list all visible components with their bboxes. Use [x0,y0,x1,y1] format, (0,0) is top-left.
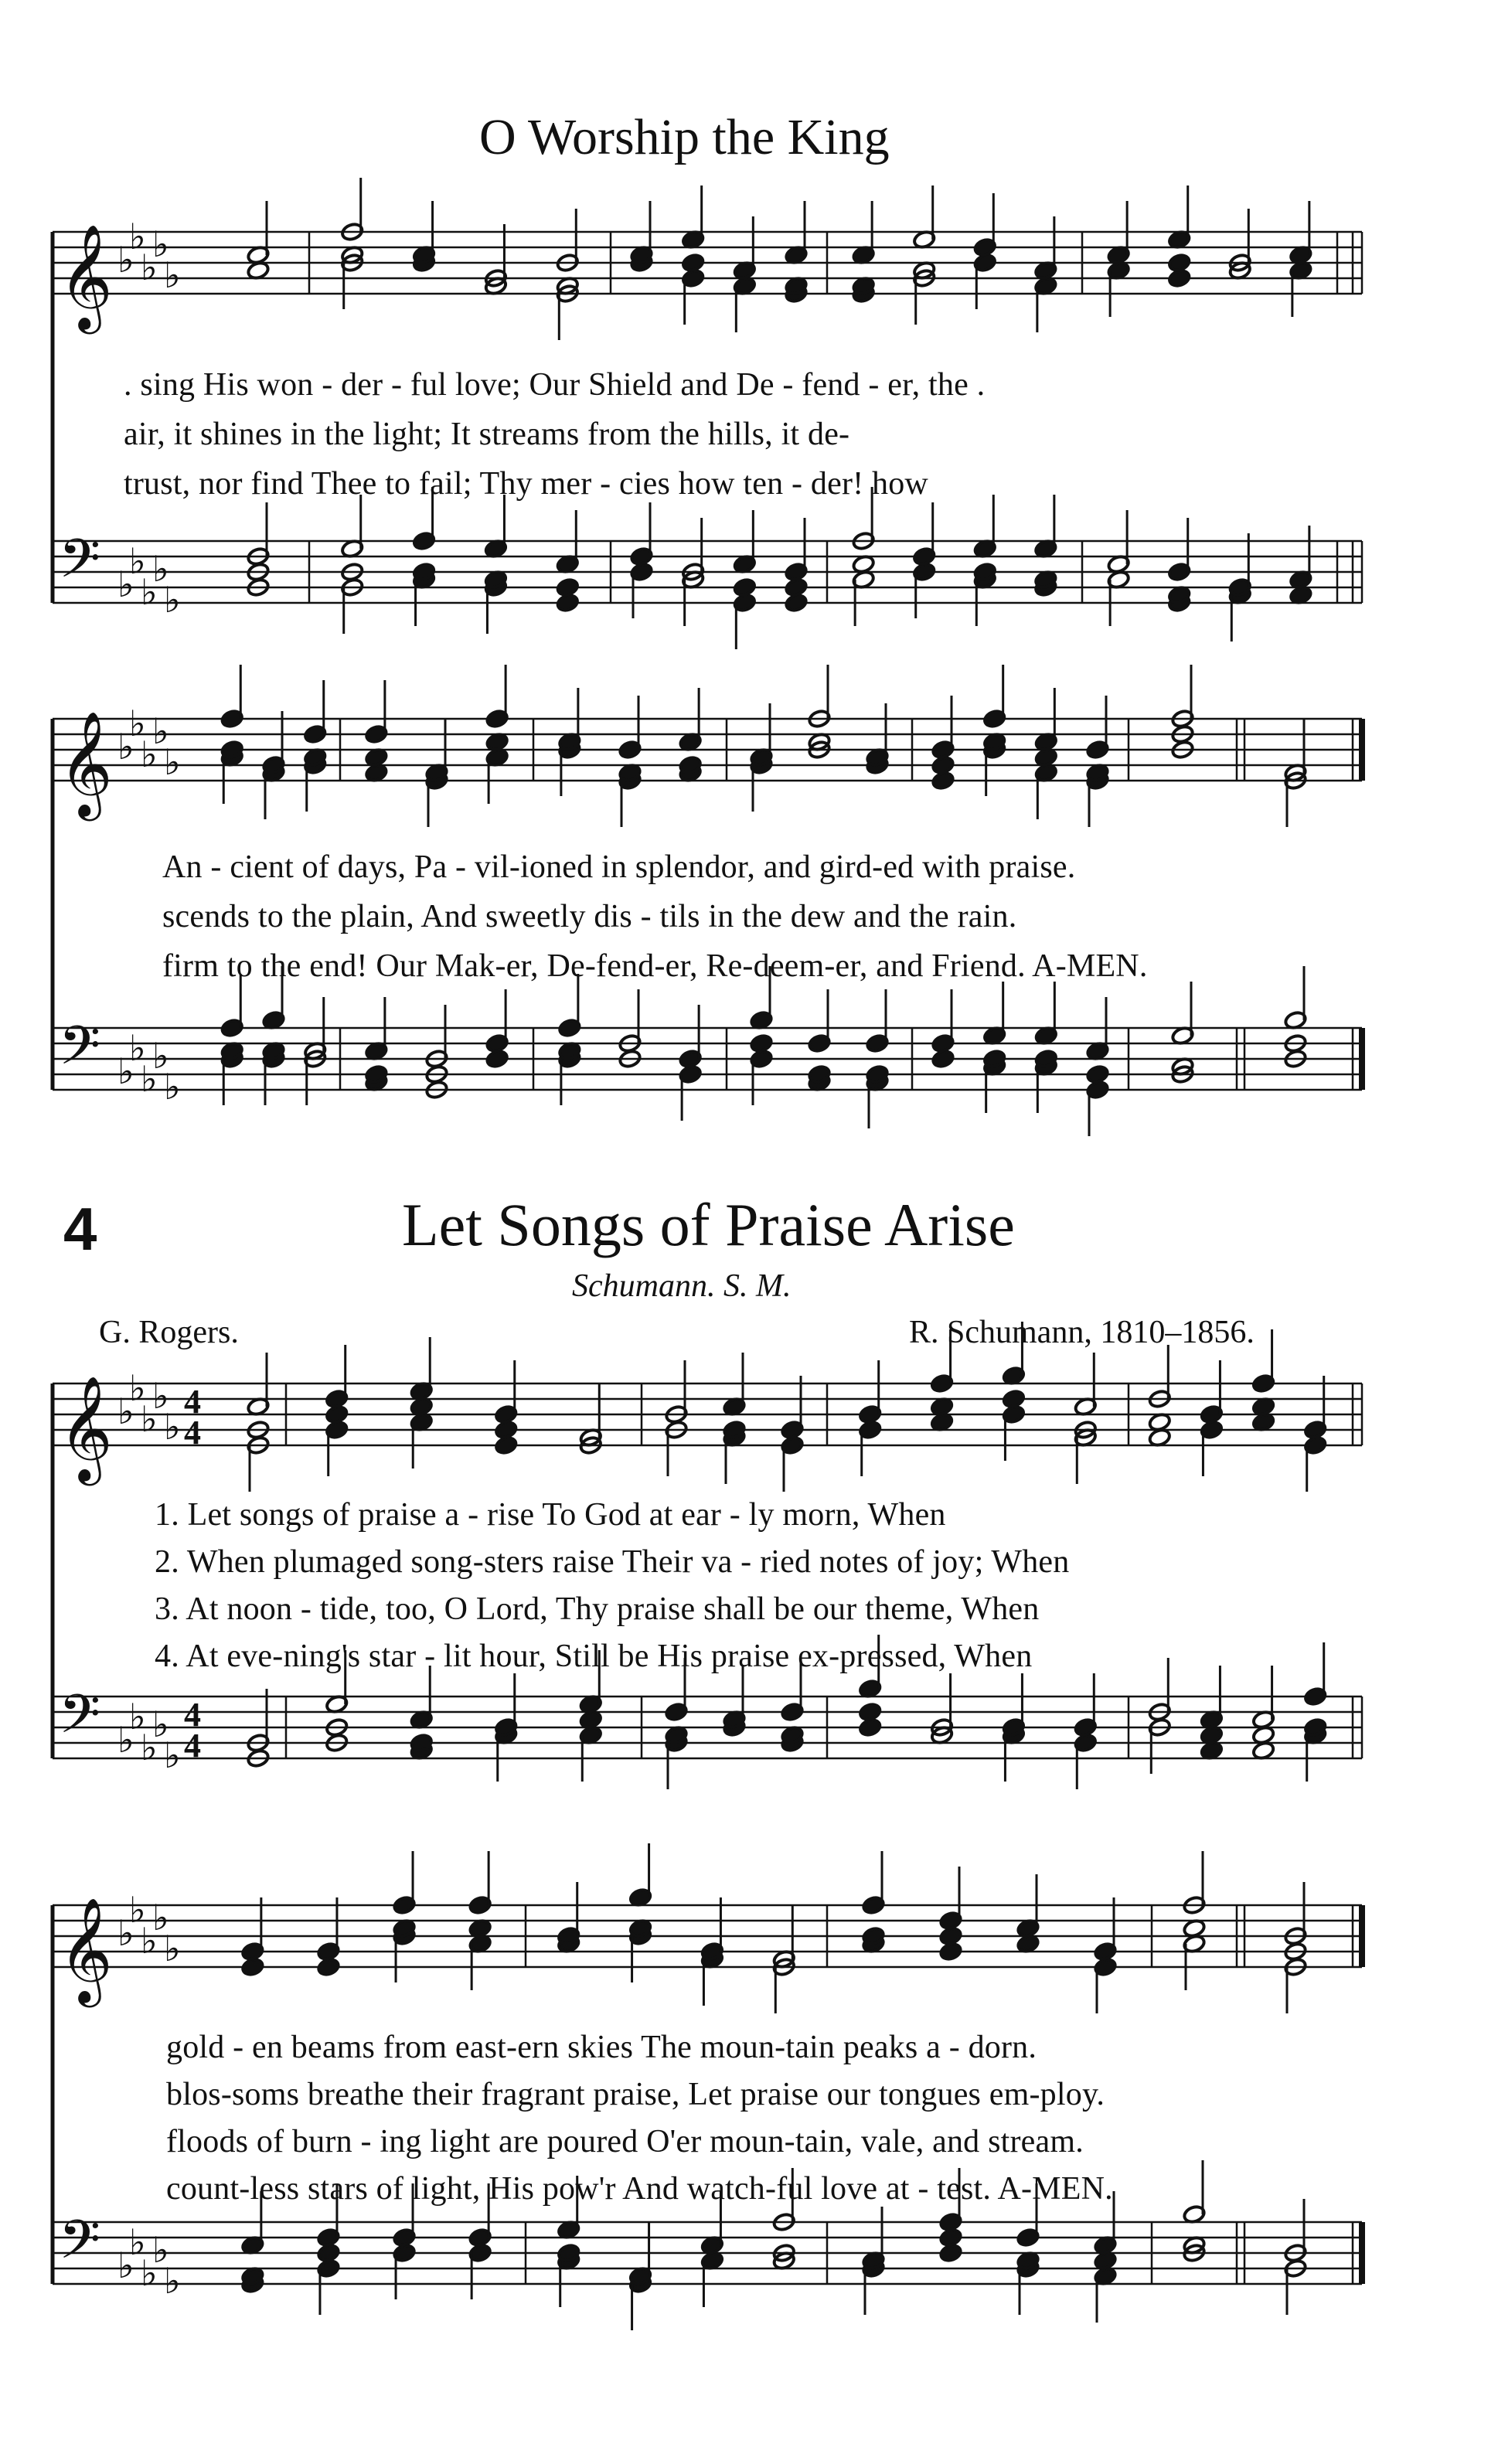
note-head [556,577,580,597]
note-head [750,1033,774,1053]
flat-icon: ♭ [164,254,181,296]
lyric-line: trust, nor find Thee to fail; Thy mer - cies how ten - der! how [124,466,928,502]
lyric-line: firm to the end! Our Mak-er, De-fend-er, Re-deem-er, and Friend. A-MEN. [162,948,1148,984]
flat-icon: ♭ [129,216,146,257]
flat-icon: ♭ [129,703,146,744]
bass-clef-icon: 𝄢 [59,1683,101,1758]
flat-icon: ♭ [164,1928,181,1969]
flat-icon: ♭ [117,2244,134,2286]
tune-name: Schumann. S. M. [572,1268,792,1304]
time-signature-top: 4 [184,1383,201,1421]
lyric-line: 4. At eve-ning's star - lit hour, Still be His praise ex-pressed, When [155,1639,1033,1674]
flat-icon: ♭ [141,733,158,775]
note-head [858,1702,882,1722]
lyric-line: count-less stars of light, His pow'r And watch-ful love at - test. A-MEN. [166,2171,1113,2207]
flat-icon: ♭ [141,2252,158,2294]
lyric-line: 2. When plumaged song-sters raise Their va - ried notes of joy; When [155,1544,1070,1580]
bass-clef-icon: 𝄢 [59,1014,101,1090]
flat-icon: ♭ [164,741,181,783]
note-head [733,577,757,597]
flat-icon: ♭ [152,1703,169,1745]
flat-icon: ♭ [129,1027,146,1069]
flat-icon: ♭ [152,710,169,752]
flat-icon: ♭ [129,1367,146,1409]
lyric-line: scends to the plain, And sweetly dis - tils in the dew and the rain. [162,899,1017,934]
time-signature-bottom: 4 [184,1414,201,1452]
flat-icon: ♭ [152,1035,169,1077]
flat-icon: ♭ [141,571,158,613]
note-head [1002,1389,1026,1409]
treble-clef-icon: 𝄞 [59,1374,113,1481]
lyric-line: An - cient of days, Pa - vil-ioned in splendor, and gird-ed with praise. [162,849,1076,885]
flat-icon: ♭ [129,1889,146,1931]
flat-icon: ♭ [164,1406,181,1448]
treble-clef-icon: 𝄞 [59,1896,113,2003]
flat-icon: ♭ [152,2229,169,2271]
note-head [1167,253,1191,273]
flat-icon: ♭ [129,2221,146,2263]
flat-icon: ♭ [117,239,134,281]
flat-icon: ♭ [129,540,146,582]
flat-icon: ♭ [141,1058,158,1100]
flat-icon: ♭ [117,1390,134,1432]
lyric-line: blos-soms breathe their fragrant praise, Let praise our tongues em-ploy. [166,2077,1105,2112]
author-credit: G. Rogers. [99,1315,239,1350]
lyric-line: floods of burn - ing light are poured O'er moun-tain, vale, and stream. [166,2124,1084,2159]
flat-icon: ♭ [164,2260,181,2302]
bass-clef-icon: 𝄢 [59,527,101,603]
flat-icon: ♭ [164,1066,181,1108]
flat-icon: ♭ [164,579,181,621]
flat-icon: ♭ [129,1696,146,1737]
lyric-line: air, it shines in the light; It streams from the hills, it de- [124,417,850,452]
flat-icon: ♭ [164,1734,181,1776]
treble-clef-icon: 𝄞 [59,710,113,816]
hymn-2-title: Let Songs of Praise Arise [402,1191,1015,1258]
flat-icon: ♭ [117,1719,134,1761]
treble-clef-icon: 𝄞 [59,223,113,329]
flat-icon: ♭ [141,247,158,288]
flat-icon: ♭ [152,1897,169,1938]
lyric-line: gold - en beams from east-ern skies The moun-tain peaks a - dorn. [166,2030,1037,2065]
flat-icon: ♭ [152,223,169,265]
flat-icon: ♭ [141,1727,158,1768]
flat-icon: ♭ [152,548,169,590]
note-head [1086,1064,1110,1084]
flat-icon: ♭ [117,1050,134,1092]
composer-credit: R. Schumann, 1810–1856. [909,1315,1255,1350]
lyric-line: . sing His won - der - ful love; Our Shield and De - fend - er, the . [124,367,986,403]
note-head [681,253,705,273]
flat-icon: ♭ [117,1912,134,1954]
flat-icon: ♭ [117,563,134,605]
flat-icon: ♭ [141,1920,158,1962]
flat-icon: ♭ [141,1398,158,1440]
lyric-line: 1. Let songs of praise a - rise To God at ear - ly morn, When [155,1497,946,1533]
lyric-line: 3. At noon - tide, too, O Lord, Thy praise shall be our theme, When [155,1591,1040,1627]
time-signature-bottom: 4 [184,1727,201,1765]
hymn-1-title: O Worship the King [479,109,890,165]
flat-icon: ♭ [117,726,134,767]
bass-clef-icon: 𝄢 [59,2208,101,2284]
hymn-number: 4 [63,1195,97,1263]
flat-icon: ♭ [152,1375,169,1417]
time-signature-top: 4 [184,1696,201,1734]
